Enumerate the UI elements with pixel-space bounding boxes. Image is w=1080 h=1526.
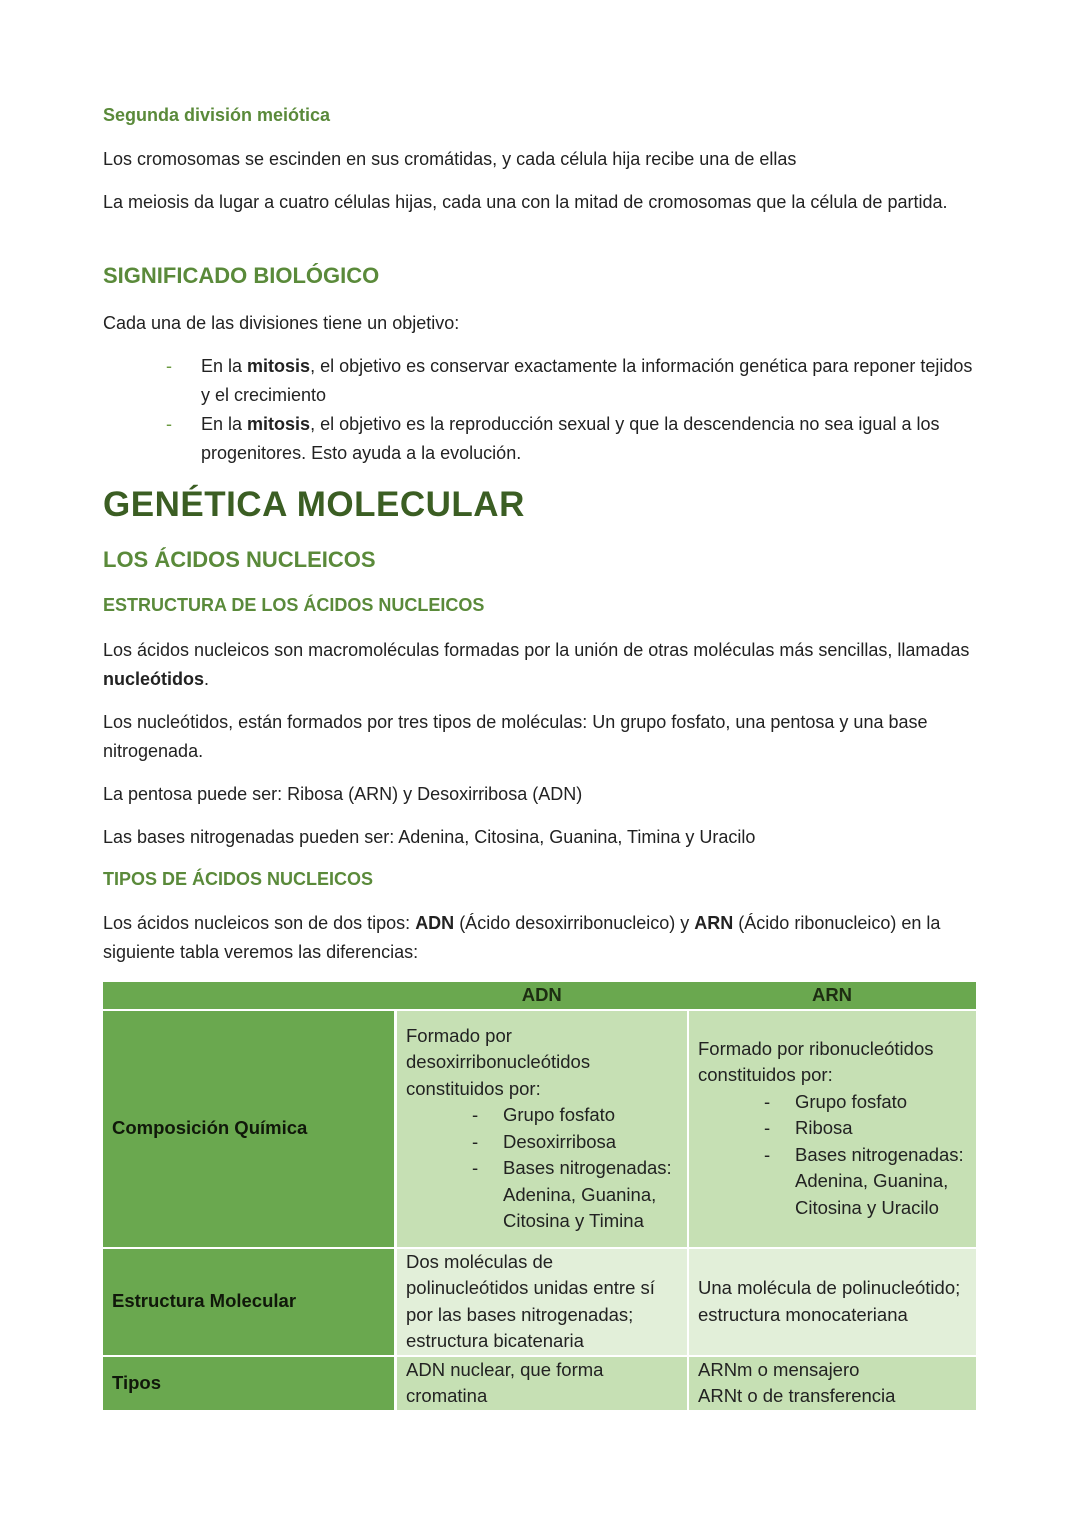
- paragraph: La meiosis da lugar a cuatro células hijas, cada una con la mitad de cromosomas que la célula de partida.: [103, 192, 948, 212]
- table-header-empty: [103, 982, 396, 1010]
- row-header: Composición Química: [103, 1010, 396, 1248]
- table-cell: Una molécula de polinucleótido; estructura monocateriana: [688, 1248, 976, 1356]
- paragraph: Cada una de las divisiones tiene un objetivo:: [103, 313, 460, 333]
- row-header: Tipos: [103, 1356, 396, 1410]
- table-cell: ARNm o mensajero ARNt o de transferencia: [688, 1356, 976, 1410]
- list-item: - En la mitosis, el objetivo es la reproducción sexual y que la descendencia no sea igual a los progenitores. Esto ayuda a la evolución.: [166, 414, 940, 463]
- section-heading-segunda: Segunda división meiótica: [103, 105, 331, 125]
- bullet-list: [163, 352, 975, 468]
- section-heading-significado: SIGNIFICADO BIOLÓGICO: [103, 263, 380, 288]
- table-cell: Formado por desoxirribonucleótidos constituidos por: - Grupo fosfato - Desoxirribosa - Bases nitrogenadas: Adenina, Guanina, Citosina y Timina: [396, 1010, 689, 1248]
- paragraph: Los ácidos nucleicos son macromoléculas formadas por la unión de otras moléculas más sencillas, llamadas nucleótidos.: [103, 640, 970, 689]
- page-title: GENÉTICA MOLECULAR: [103, 485, 525, 524]
- subsection-heading-tipos: TIPOS DE ÁCIDOS NUCLEICOS: [103, 869, 374, 889]
- table-cell: Dos moléculas de polinucleótidos unidas entre sí por las bases nitrogenadas; estructura bicatenaria: [396, 1248, 689, 1356]
- table-row: [103, 1356, 976, 1410]
- table-cell: ADN nuclear, que forma cromatina: [396, 1356, 689, 1410]
- table-cell: Formado por ribonucleótidos constituidos por: - Grupo fosfato - Ribosa - Bases nitrogenadas: Adenina, Guanina, Citosina y Uracilo: [688, 1010, 976, 1248]
- table-row: [103, 1248, 976, 1356]
- paragraph: Los nucleótidos, están formados por tres tipos de moléculas: Un grupo fosfato, una pentosa y una base nitrogenada.: [103, 712, 928, 761]
- paragraph: Las bases nitrogenadas pueden ser: Adenina, Citosina, Guanina, Timina y Uracilo: [103, 827, 756, 847]
- section-heading-acidos: LOS ÁCIDOS NUCLEICOS: [103, 547, 376, 572]
- paragraph: Los ácidos nucleicos son de dos tipos: ADN (Ácido desoxirribonucleico) y ARN (Ácido ribonucleico) en la siguiente tabla veremos las diferencias:: [103, 913, 941, 962]
- paragraph: La pentosa puede ser: Ribosa (ARN) y Desoxirribosa (ADN): [103, 784, 583, 804]
- table-header-row: [103, 982, 976, 1010]
- paragraph: Los cromosomas se escinden en sus cromátidas, y cada célula hija recibe una de ellas: [103, 149, 797, 169]
- table-header-arn: ARN: [688, 982, 976, 1010]
- subsection-heading-estructura: ESTRUCTURA DE LOS ÁCIDOS NUCLEICOS: [103, 595, 485, 615]
- row-header: Estructura Molecular: [103, 1248, 396, 1356]
- table-row: [103, 1010, 976, 1248]
- comparison-table: [103, 982, 976, 1410]
- list-item: - En la mitosis, el objetivo es conservar exactamente la información genética para reponer tejidos y el crecimiento: [166, 356, 973, 405]
- table-header-adn: ADN: [396, 982, 689, 1010]
